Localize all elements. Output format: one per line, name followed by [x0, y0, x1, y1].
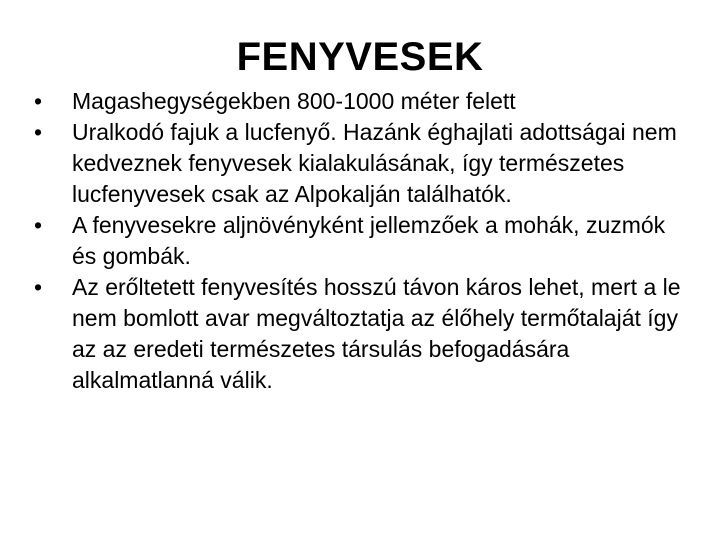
- bullet-mark: •: [34, 88, 43, 114]
- bullet-list: [34, 86, 694, 396]
- slide-title: FENYVESEK: [236, 35, 484, 79]
- bullet-item-dominant-species: [34, 117, 694, 210]
- bullet-mark: •: [34, 212, 43, 238]
- bullet-text: Magashegységekben 800-1000 méter felett: [72, 88, 516, 114]
- bullet-text: A fenyvesekre aljnövényként jellemzőek a mohák, zuzmók és gombák.: [72, 212, 666, 269]
- bullet-mark: •: [34, 119, 43, 145]
- bullet-item-afforestation: [34, 272, 694, 396]
- bullet-text: Uralkodó fajuk a lucfenyő. Hazánk éghajlati adottságai nem kedveznek fenyvesek kialakulásának, így természetes lucfenyvesek csak az Alpokalján találhatók.: [72, 119, 677, 207]
- bullet-item-undergrowth: [34, 210, 694, 272]
- bullet-text: Az erőltetett fenyvesítés hosszú távon káros lehet, mert a le nem bomlott avar megváltoztatja az élőhely termőtalaját így az az eredeti természetes társulás befogadására alkalmatlanná válik.: [72, 274, 681, 393]
- bullet-mark: •: [34, 274, 43, 300]
- bullet-item-altitude: [34, 86, 694, 117]
